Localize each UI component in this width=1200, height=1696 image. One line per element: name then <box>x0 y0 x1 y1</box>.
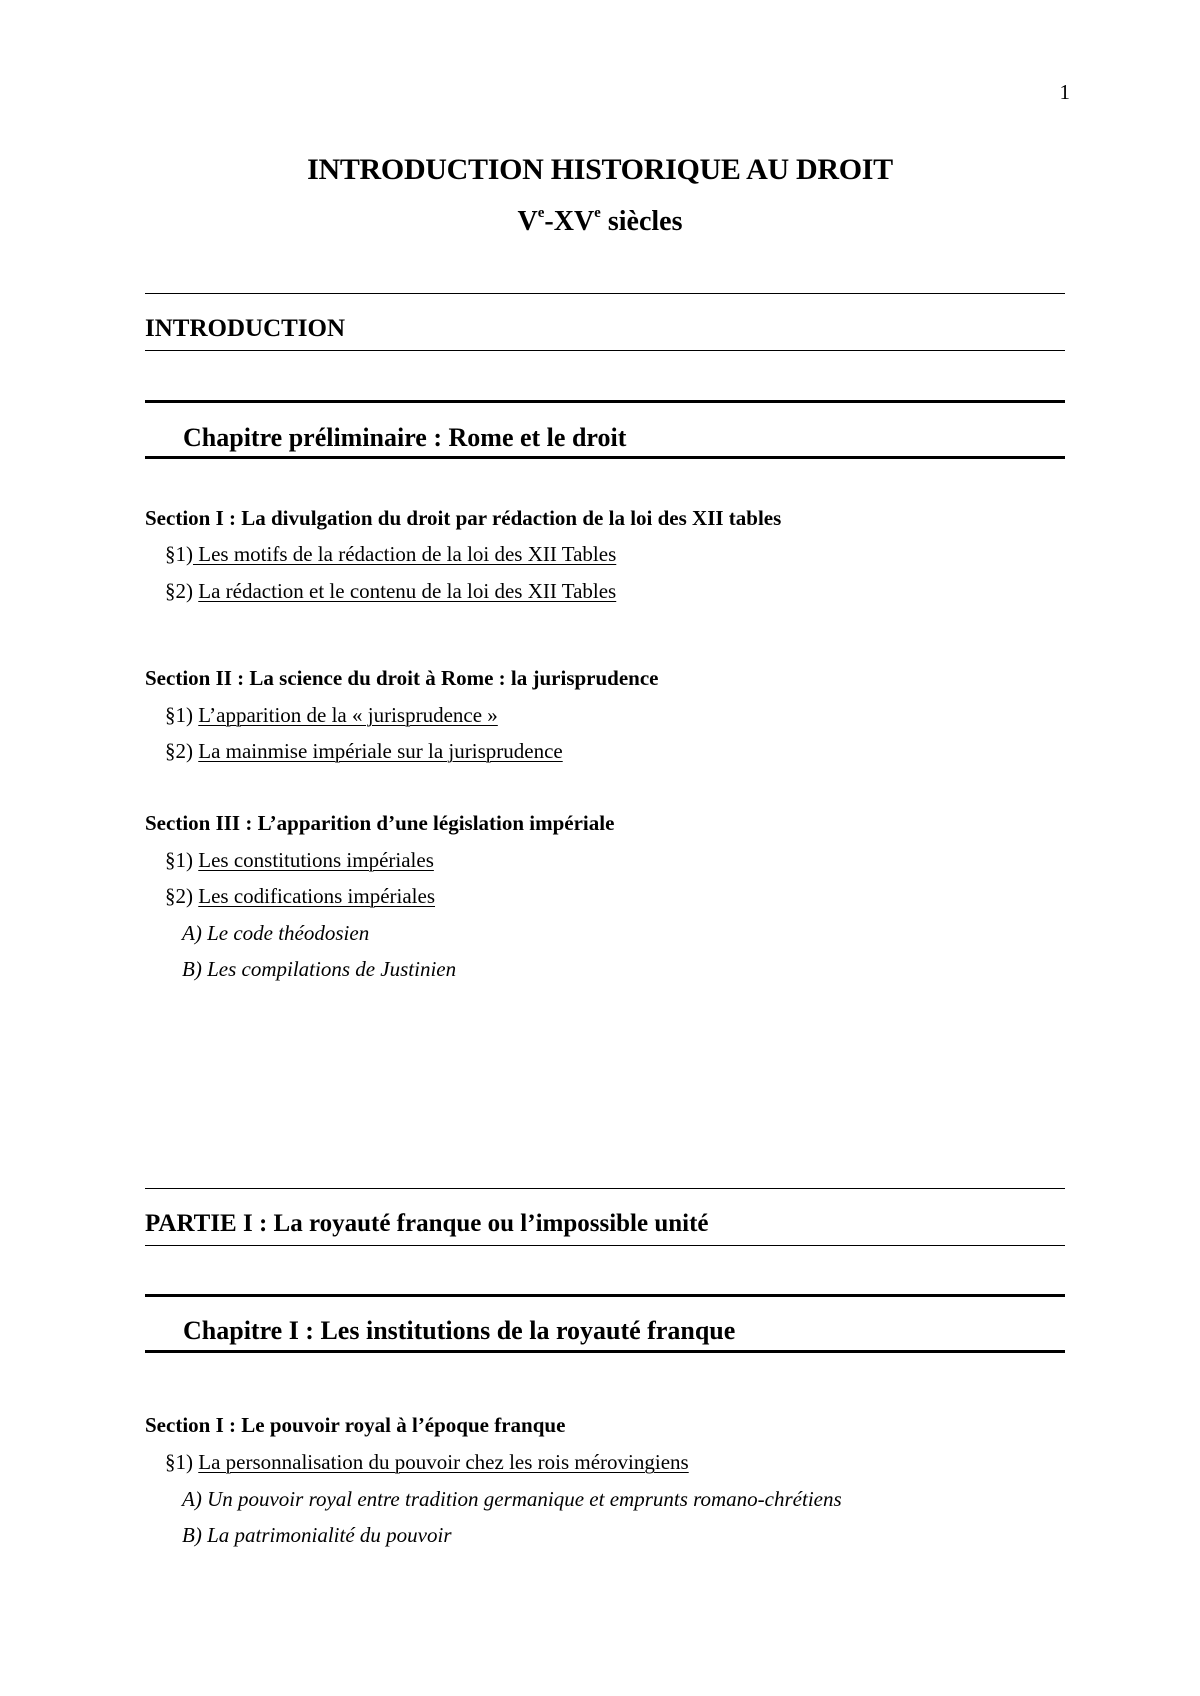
divider-line <box>145 1188 1065 1189</box>
paragraph-entry: §1) La personnalisation du pouvoir chez les rois mérovingiens <box>165 1450 689 1474</box>
chapter-divider-line <box>145 400 1065 403</box>
chapter-divider-line <box>145 1350 1065 1353</box>
divider-line <box>145 1245 1065 1246</box>
subsection-entry: A) Un pouvoir royal entre tradition germanique et emprunts romano-chrétiens <box>182 1487 842 1511</box>
page-number: 1 <box>1059 80 1070 104</box>
document-subtitle: Ve-XVe siècles <box>517 205 683 237</box>
partie-heading: PARTIE I : La royauté franque ou l’impossible unité <box>145 1210 709 1237</box>
paragraph-entry: §2) Les codifications impériales <box>165 884 436 908</box>
chapter-preliminaire-heading: Chapitre préliminaire : Rome et le droit <box>183 423 627 452</box>
paragraph-entry: §1) Les constitutions impériales <box>165 848 434 872</box>
divider-line <box>145 350 1065 351</box>
divider-line <box>145 293 1065 294</box>
chapter-divider-line <box>145 1294 1065 1297</box>
section-heading: Section I : Le pouvoir royal à l’époque franque <box>145 1413 566 1437</box>
subsection-entry: B) La patrimonialité du pouvoir <box>182 1523 452 1547</box>
paragraph-entry: §2) La mainmise impériale sur la jurisprudence <box>165 739 563 763</box>
paragraph-entry: §1) Les motifs de la rédaction de la loi des XII Tables <box>165 542 617 566</box>
introduction-heading: INTRODUCTION <box>145 315 346 342</box>
subsection-entry: B) Les compilations de Justinien <box>182 957 457 981</box>
document-title: INTRODUCTION HISTORIQUE AU DROIT <box>307 153 893 186</box>
paragraph-entry: §2) La rédaction et le contenu de la loi des XII Tables <box>165 579 617 603</box>
section-heading: Section II : La science du droit à Rome : la jurisprudence <box>145 666 659 690</box>
chapter-divider-line <box>145 456 1065 459</box>
paragraph-entry: §1) L’apparition de la « jurisprudence » <box>165 703 498 727</box>
section-heading: Section III : L’apparition d’une législation impériale <box>145 811 615 835</box>
section-heading: Section I : La divulgation du droit par rédaction de la loi des XII tables <box>145 506 782 530</box>
subsection-entry: A) Le code théodosien <box>182 921 370 945</box>
chapter-1-heading: Chapitre I : Les institutions de la royauté franque <box>183 1316 736 1345</box>
